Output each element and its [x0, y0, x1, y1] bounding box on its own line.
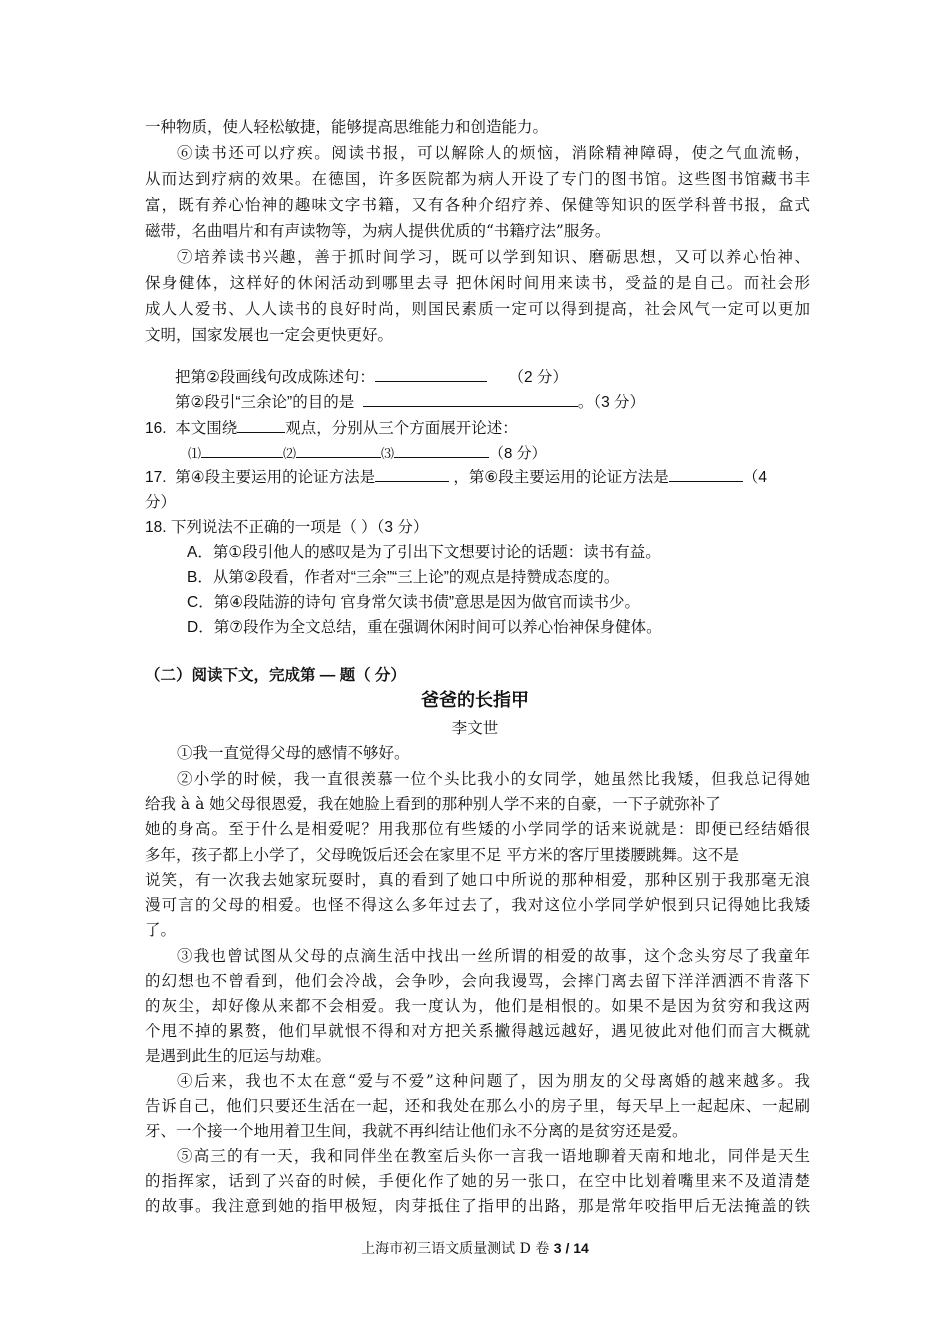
item-marker: ⑶	[381, 446, 395, 461]
answer-blank-16-3[interactable]	[394, 441, 489, 458]
passage1-p6-line: 磁带，名曲唱片和有声读物等，为病人提供优质的“书籍疗法”服务。	[145, 222, 611, 240]
question-17-text: （4	[742, 469, 767, 486]
passage1-p6-line: 富，既有养心怡神的趣味文字书籍，又有各种介绍疗养、保健等知识的医学科普书报，盒式	[145, 196, 810, 214]
article-author: 李文世	[451, 719, 499, 737]
passage2-p5-line: 的指挥家，话到了兴奋的时候，手便化作了她的另一张口，在空中比划着嘴里来不及道清楚	[145, 1172, 810, 1190]
passage2-p5-line: 的故事。我注意到她的指甲极短，肉芽抵住了指甲的出路，那是常年咬指甲后无法掩盖的铁	[145, 1197, 810, 1215]
question-16-text: 本文围绕	[175, 420, 238, 437]
question-17-text: ，第⑥段主要运用的论证方法是	[453, 469, 669, 486]
passage2-p1: ①我一直觉得父母的感情不够好。	[177, 744, 410, 762]
passage1-p6-line: ⑥读书还可以疗疾。阅读书报，可以解除人的烦恼，消除精神障碍，使之气血流畅，	[177, 144, 810, 162]
question-18	[145, 515, 810, 541]
item-marker: ⑵	[283, 446, 297, 461]
question-number: 17.	[145, 469, 167, 486]
passage2-p2-line: 漫可言的父母的相爱。也怪不得这么多年过去了，我对这位小学同学妒恨到只记得她比我矮	[145, 896, 810, 914]
page-number: 3 / 14	[553, 1240, 589, 1256]
option-a[interactable]: A．第①段引他人的感叹是为了引出下文想要讨论的话题：读书有益。	[187, 544, 661, 561]
passage2-p4-line: ④后来，我也不太在意“爱与不爱”这种问题了，因为朋友的父母离婚的越来越多。我	[177, 1072, 810, 1090]
answer-blank-15b[interactable]	[363, 390, 578, 407]
footer-text: 上海市初三语文质量测试 D 卷	[361, 1241, 554, 1257]
passage2-p5-line: ⑤高三的有一天，我和同伴坐在教室后头你一言我一语地聊着天南和地北，同伴是天生	[177, 1147, 810, 1165]
passage2-p2-line: 她的身高。至于什么是相爱呢？用我那位有些矮的小学同学的话来说就是：即便已经结婚很	[145, 820, 810, 838]
passage2-p3-line: 是遇到此生的厄运与劫难。	[145, 1047, 332, 1065]
question-number: 16.	[145, 420, 167, 437]
answer-blank-16-viewpoint[interactable]	[237, 416, 285, 433]
question-17	[145, 465, 810, 491]
passage1-p7-line: 成人人爱书、人人读书的良好时尚，则国民素质一定可以得到提高，社会风气一定可以更加	[145, 300, 810, 318]
passage1-p5-end: 一种物质，使人轻松敏捷，能够提高思维能力和创造能力。	[145, 118, 549, 136]
passage2-p4-line: 牙、一个接一个地用着卫生间，我就不再纠结让他们永不分离的是贫穷还是爱。	[145, 1122, 688, 1140]
question-15b	[175, 390, 815, 416]
answer-blank-17a[interactable]	[375, 465, 449, 482]
question-17-text: 第④段主要运用的论证方法是	[175, 469, 376, 486]
option-d[interactable]: D．第⑦段作为全文总结，重在强调休闲时间可以养心怡神保身健体。	[187, 619, 662, 636]
passage2-p2-line: 给我 à à 她父母很恩爱，我在她脸上看到的那种别人学不来的自豪，一下子就弥补了	[145, 795, 721, 813]
passage2-p2-line: ②小学的时候，我一直很羡慕一位个头比我小的女同学，她虽然比我矮，但我总记得她	[177, 770, 810, 788]
answer-blank-17b[interactable]	[669, 465, 743, 482]
passage2-p3-line: 的幻想也不曾看到，他们会冷战，会争吵，会向我谩骂，会摔门离去留下洋洋洒洒不肯落下	[145, 972, 810, 990]
answer-blank-15a[interactable]	[375, 365, 487, 382]
article-title: 爸爸的长指甲	[421, 690, 529, 710]
passage2-p4-line: 告诉自己，他们只要还生活在一起，还和我处在那么小的房子里，每天早上一起起床、一起刷	[145, 1097, 810, 1115]
question-18-text: 下列说法不正确的一项是（ ）（3 分）	[170, 519, 429, 536]
passage1-p7-line: ⑦培养读书兴趣，善于抓时间学习，既可以学到知识、磨砺思想，又可以养心怡神、	[177, 248, 810, 266]
section-heading: （二）阅读下文，完成第 — 题（ 分）	[145, 667, 406, 684]
question-16-score: （8 分）	[489, 445, 547, 462]
passage2-p2-line: 说笑，有一次我去她家玩耍时，真的看到了她口中所说的那种相爱，那种区别于我那毫无浪	[145, 871, 810, 889]
option-b[interactable]: B．从第②段看，作者对“三余”“三上论”的观点是持赞成态度的。	[187, 569, 620, 586]
question-15b-score: 。（3 分）	[577, 394, 646, 411]
passage2-p3-line: 的灰尘，却好像从来都不会相爱。我一度认为，他们是相恨的。如果不是因为贫穷和我这两	[145, 997, 810, 1015]
question-16	[145, 416, 810, 442]
question-15a	[175, 365, 815, 391]
question-16-blanks	[188, 441, 788, 467]
passage2-p2-line: 多年，孩子都上小学了，父母晚饭后还会在家里不足 平方米的客厅里搂腰跳舞。这不是	[145, 846, 739, 864]
item-marker: ⑴	[188, 446, 202, 461]
passage1-p6-line: 从而达到疗病的效果。在德国，许多医院都为病人开设了专门的图书馆。这些图书馆藏书丰	[145, 170, 810, 188]
question-15b-text: 第②段引“三余论”的目的是	[175, 394, 355, 411]
question-15a-text: 把第②段画线句改成陈述句：	[175, 369, 375, 386]
question-17-score: 分）	[145, 494, 177, 511]
passage2-p3-line: ③我也曾试图从父母的点滴生活中找出一丝所谓的相爱的故事，这个念头穷尽了我童年	[177, 947, 810, 965]
page-footer	[145, 1235, 805, 1262]
question-15a-score: （2 分）	[508, 369, 568, 386]
answer-blank-16-2[interactable]	[296, 441, 381, 458]
passage2-p3-line: 个甩不掉的累赘，他们早就恨不得和对方把关系撇得越远越好，遇见彼此对他们而言大概就	[145, 1022, 810, 1040]
passage1-p7-line: 保身健体，这样好的休闲活动到哪里去寻 把休闲时间用来读书，受益的是自己。而社会形	[145, 274, 810, 292]
question-number: 18.	[145, 519, 167, 536]
option-c[interactable]: C．第④段陆游的诗句 官身常欠读书债”意思是因为做官而读书少。	[187, 594, 641, 611]
passage2-p2-line: 了。	[145, 921, 177, 939]
answer-blank-16-1[interactable]	[201, 441, 283, 458]
passage1-p7-line: 文明，国家发展也一定会更快更好。	[145, 326, 394, 344]
question-16-text: 观点，分别从三个方面展开论述：	[285, 420, 518, 437]
